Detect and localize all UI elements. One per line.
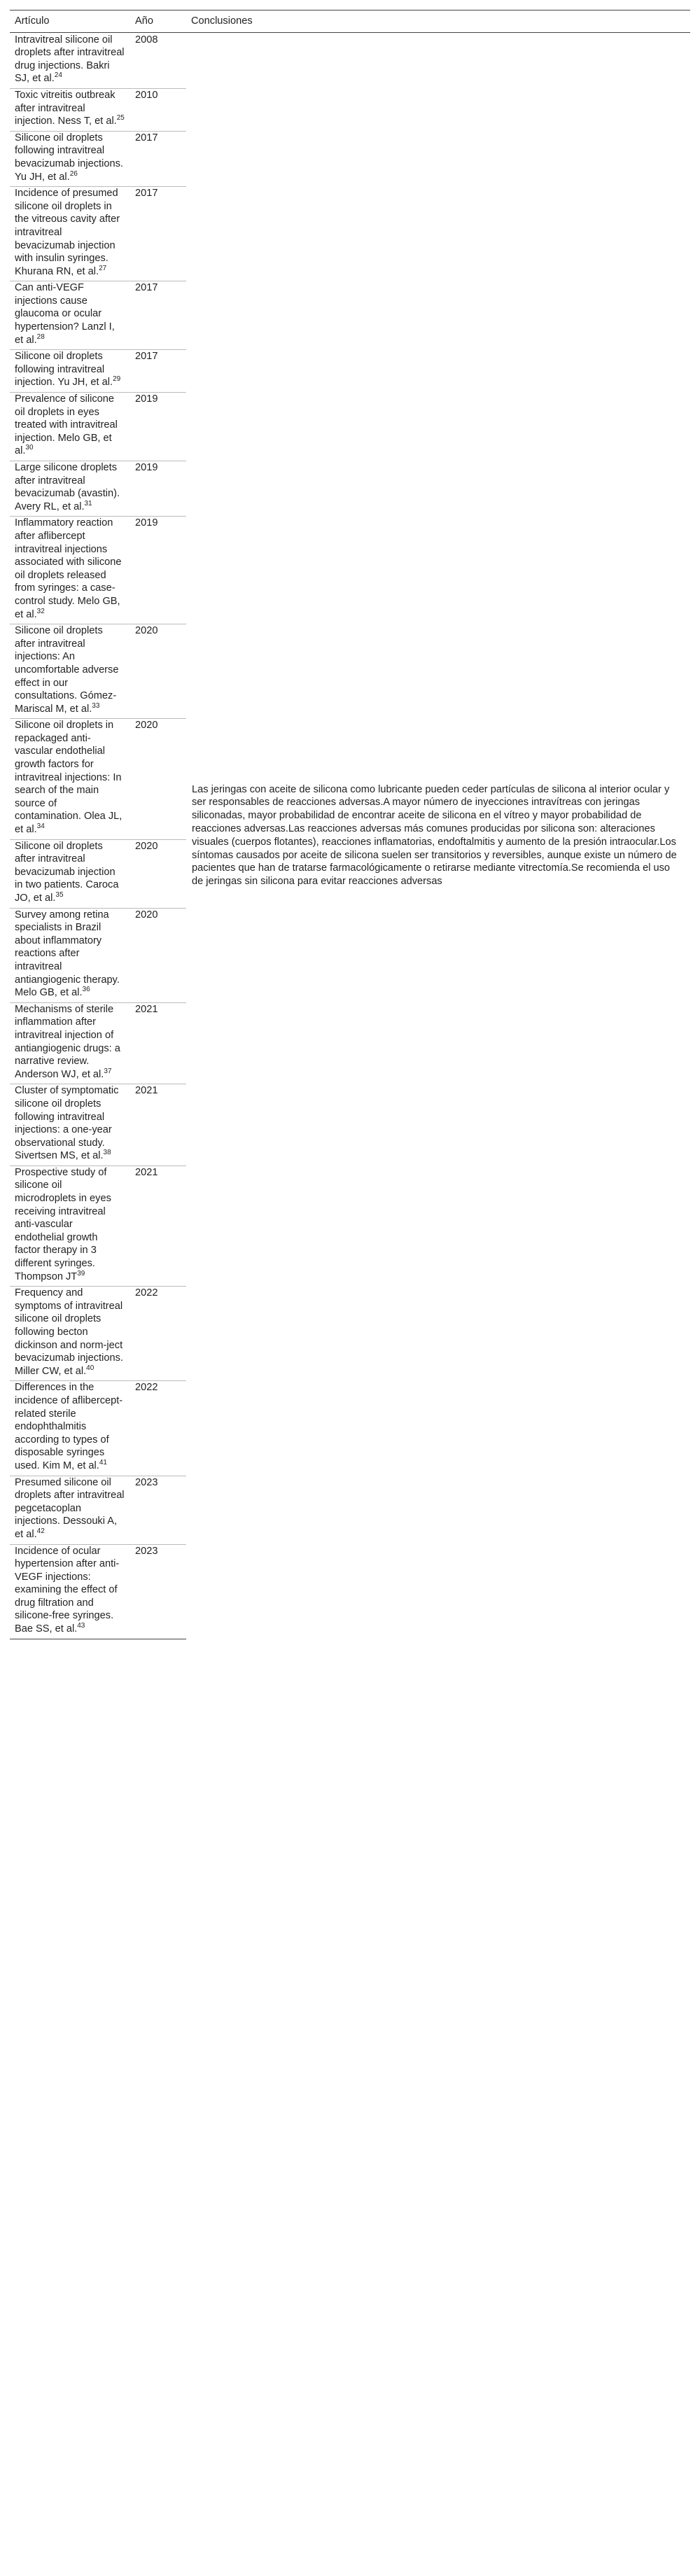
article-text: Prospective study of silicone oil microdroplets in eyes receiving intravitreal anti-vascular endothelial growth factor therapy in 3 different syringes. Thompson JT bbox=[15, 1166, 111, 1282]
article-cell bbox=[10, 350, 130, 393]
conclusions-cell: Las jeringas con aceite de silicona como lubricante pueden ceder partículas de silicona al interior ocular y ser responsables de reacciones adversas.A mayor número de inyecciones intravítreas con jeringas siliconadas, mayor probabilidad de encontrar aceite de silicona en el vítreo y mayor probabilidad de reacciones adversas.Las reacciones adversas más comunes producidas por silicona son: alteraciones visuales (cuerpos flotantes), reacciones inflamatorias, endoftalmitis y aumento de la presión intraocular.Los síntomas causados por aceite de silicona suelen ser transitorios y reversibles, aunque existe un número de pacientes que han de tratarse farmacológicamente o retirarse mediante vitrectomía.Se recomienda el uso de jeringas sin silicona para evitar reacciones adversas bbox=[192, 783, 677, 888]
article-text: Survey among retina specialists in Brazil about inflammatory reactions after intravitreal antiangiogenic therapy. Melo GB, et al. bbox=[15, 909, 120, 999]
article-text: Large silicone droplets after intravitreal bevacizumab (avastin). Avery RL, et al. bbox=[15, 462, 120, 512]
year-cell: 2020 bbox=[130, 624, 186, 719]
article-cell bbox=[10, 624, 130, 719]
article-cell bbox=[10, 88, 130, 131]
reference-number: 28 bbox=[36, 332, 45, 341]
header-year: Año bbox=[130, 10, 186, 33]
reference-number: 39 bbox=[77, 1269, 85, 1278]
article-cell bbox=[10, 1287, 130, 1381]
reference-number: 42 bbox=[36, 1527, 45, 1536]
year-cell: 2022 bbox=[130, 1287, 186, 1381]
year-cell: 2023 bbox=[130, 1544, 186, 1639]
reference-number: 27 bbox=[99, 264, 107, 272]
article-text: Silicone oil droplets after intravitreal injections: An uncomfortable adverse effect in our consultations. Gómez-Mariscal M, et al. bbox=[15, 625, 119, 715]
article-text: Presumed silicone oil droplets after intravitreal pegcetacoplan injections. Dessouki A, et al. bbox=[15, 1476, 125, 1540]
article-text: Mechanisms of sterile inflammation after intravitreal injection of antiangiogenic drugs: a narrative review. Anderson WJ, et al. bbox=[15, 1003, 120, 1080]
year-cell: 2022 bbox=[130, 1381, 186, 1476]
article-text: Frequency and symptoms of intravitreal silicone oil droplets following becton dickinson and norm-ject bevacizumab injections. Miller CW, et al. bbox=[15, 1287, 123, 1377]
year-cell: 2020 bbox=[130, 908, 186, 1002]
article-text: Differences in the incidence of aflibercept-related sterile endophthalmitis according to types of disposable syringes used. Kim M, et al. bbox=[15, 1382, 123, 1471]
year-cell: 2019 bbox=[130, 517, 186, 624]
year-cell: 2019 bbox=[130, 393, 186, 461]
studies-table bbox=[10, 10, 690, 1639]
article-cell bbox=[10, 1544, 130, 1639]
article-text: Intravitreal silicone oil droplets after intravitreal drug injections. Bakri SJ, et al. bbox=[15, 34, 125, 85]
article-cell bbox=[10, 393, 130, 461]
year-cell: 2021 bbox=[130, 1084, 186, 1166]
article-cell bbox=[10, 1166, 130, 1286]
reference-number: 38 bbox=[103, 1149, 111, 1157]
article-cell bbox=[10, 187, 130, 281]
article-text: Toxic vitreitis outbreak after intravitreal injection. Ness T, et al. bbox=[15, 89, 117, 127]
reference-number: 24 bbox=[54, 71, 62, 80]
reference-number: 25 bbox=[116, 114, 125, 122]
article-text: Silicone oil droplets following intravitreal injection. Yu JH, et al. bbox=[15, 351, 113, 388]
year-cell: 2023 bbox=[130, 1476, 186, 1544]
reference-number: 29 bbox=[113, 375, 121, 384]
reference-number: 41 bbox=[99, 1459, 107, 1467]
article-text: Silicone oil droplets in repackaged anti-vascular endothelial growth factors for intravitreal injections: In search of the main source of contamination. Olea JL, et al. bbox=[15, 720, 122, 836]
year-cell: 2008 bbox=[135, 34, 158, 46]
article-cell bbox=[10, 517, 130, 624]
article-text: Incidence of ocular hypertension after anti-VEGF injections: examining the effect of drug filtration and silicone-free syringes. Bae SS, et al. bbox=[15, 1545, 120, 1635]
article-text: Prevalence of silicone oil droplets in eyes treated with intravitreal injection. Melo GB, et al. bbox=[15, 393, 118, 457]
table-header-row bbox=[10, 10, 690, 33]
article-text: Can anti-VEGF injections cause glaucoma or ocular hypertension? Lanzl I, et al. bbox=[15, 282, 115, 346]
reference-number: 30 bbox=[25, 444, 34, 452]
article-text: Silicone oil droplets following intravitreal bevacizumab injections. Yu JH, et al. bbox=[15, 132, 123, 183]
reference-number: 34 bbox=[36, 822, 45, 831]
year-cell: 2019 bbox=[130, 461, 186, 517]
header-conclusions: Conclusiones bbox=[186, 10, 690, 33]
article-text: Silicone oil droplets after intravitreal bevacizumab injection in two patients. Caroca JO, et al. bbox=[15, 840, 119, 904]
reference-number: 33 bbox=[92, 701, 100, 710]
reference-number: 40 bbox=[86, 1364, 94, 1372]
table-body bbox=[10, 32, 690, 1639]
reference-number: 26 bbox=[69, 169, 78, 178]
article-cell bbox=[10, 461, 130, 517]
article-text: Inflammatory reaction after aflibercept intravitreal injections associated with silicone oil droplets released from syringes: a case-control study. Melo GB, et al. bbox=[15, 517, 122, 620]
reference-number: 36 bbox=[82, 986, 90, 994]
article-text: Cluster of symptomatic silicone oil droplets following intravitreal injections: a one-year observational study. Sivertsen MS, et al. bbox=[15, 1085, 119, 1162]
article-cell bbox=[10, 1002, 130, 1084]
reference-number: 31 bbox=[84, 499, 92, 507]
year-cell: 2017 bbox=[130, 131, 186, 186]
year-cell: 2020 bbox=[130, 839, 186, 908]
year-cell: 2010 bbox=[130, 88, 186, 131]
article-cell bbox=[10, 281, 130, 350]
year-cell: 2021 bbox=[130, 1002, 186, 1084]
article-text: Incidence of presumed silicone oil droplets in the vitreous cavity after intravitreal bevacizumab injection with insulin syringes. Khurana RN, et al. bbox=[15, 188, 120, 277]
article-cell bbox=[10, 1476, 130, 1544]
article-cell bbox=[10, 131, 130, 186]
header-article: Artículo bbox=[10, 10, 130, 33]
reference-number: 43 bbox=[77, 1622, 85, 1630]
reference-number: 32 bbox=[36, 607, 45, 615]
article-cell bbox=[10, 1084, 130, 1166]
article-cell bbox=[10, 839, 130, 908]
article-cell bbox=[10, 719, 130, 839]
reference-number: 35 bbox=[55, 891, 64, 899]
year-cell: 2017 bbox=[130, 350, 186, 393]
article-cell bbox=[10, 908, 130, 1002]
table-row bbox=[10, 32, 690, 88]
year-cell: 2017 bbox=[130, 187, 186, 281]
year-cell: 2020 bbox=[130, 719, 186, 839]
article-cell bbox=[10, 32, 130, 88]
year-cell: 2021 bbox=[130, 1166, 186, 1286]
article-cell bbox=[10, 1381, 130, 1476]
reference-number: 37 bbox=[104, 1067, 112, 1075]
year-cell: 2017 bbox=[130, 281, 186, 350]
